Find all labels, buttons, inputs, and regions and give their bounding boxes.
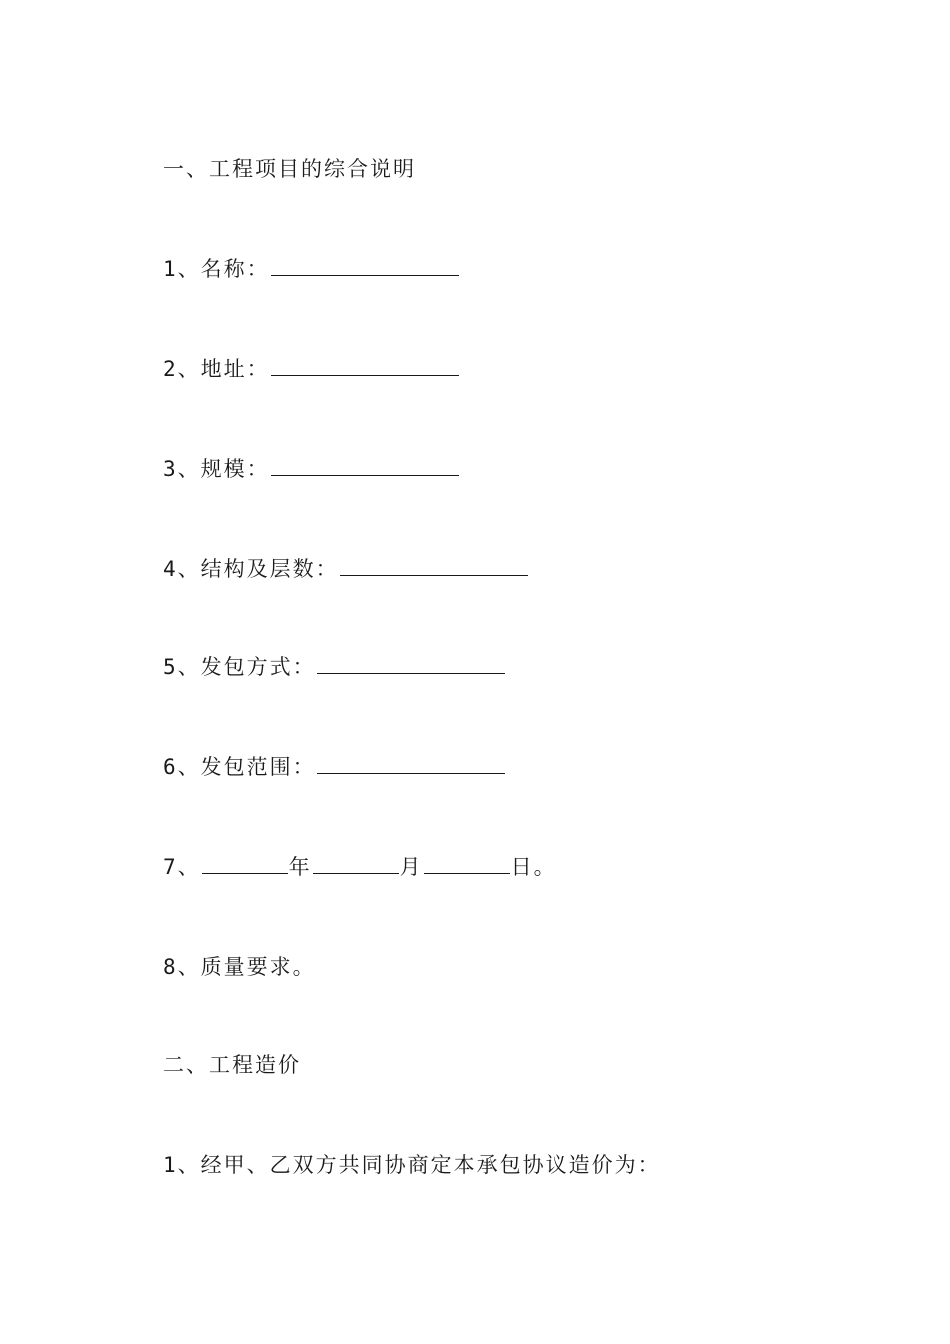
structure-blank-field[interactable] [340,555,528,576]
day-label: 日。 [510,855,557,879]
section2-item1-text: 1、经甲、乙双方共同协商定本承包协议造价为： [163,1153,661,1177]
contract-method-blank-field[interactable] [317,653,505,674]
item-scale-label: 3、规模： [163,457,270,481]
name-blank-field[interactable] [271,255,459,276]
year-label: 年 [288,855,312,879]
item-contract-method-label: 5、发包方式： [163,655,316,679]
year-blank-field[interactable] [202,853,288,874]
item-scale-row [163,455,460,483]
item-date-prefix: 7、 [163,855,201,879]
item-name-row [163,255,460,283]
item-structure-row [163,555,529,583]
item-contract-scope-row [163,753,506,781]
item-contract-method-row [163,653,506,681]
month-label: 月 [399,855,423,879]
item-address-row [163,355,460,383]
item-structure-label: 4、结构及层数： [163,557,339,581]
day-blank-field[interactable] [424,853,510,874]
item-quality-requirement: 8、质量要求。 [163,955,316,979]
scale-blank-field[interactable] [271,455,459,476]
section-heading-2: 二、工程造价 [163,1053,301,1077]
section-heading-1: 一、工程项目的综合说明 [163,157,416,181]
item-name-label: 1、名称： [163,257,270,281]
item-address-label: 2、地址： [163,357,270,381]
contract-scope-blank-field[interactable] [317,753,505,774]
address-blank-field[interactable] [271,355,459,376]
month-blank-field[interactable] [313,853,399,874]
item-contract-scope-label: 6、发包范围： [163,755,316,779]
item-date-row [163,853,557,881]
